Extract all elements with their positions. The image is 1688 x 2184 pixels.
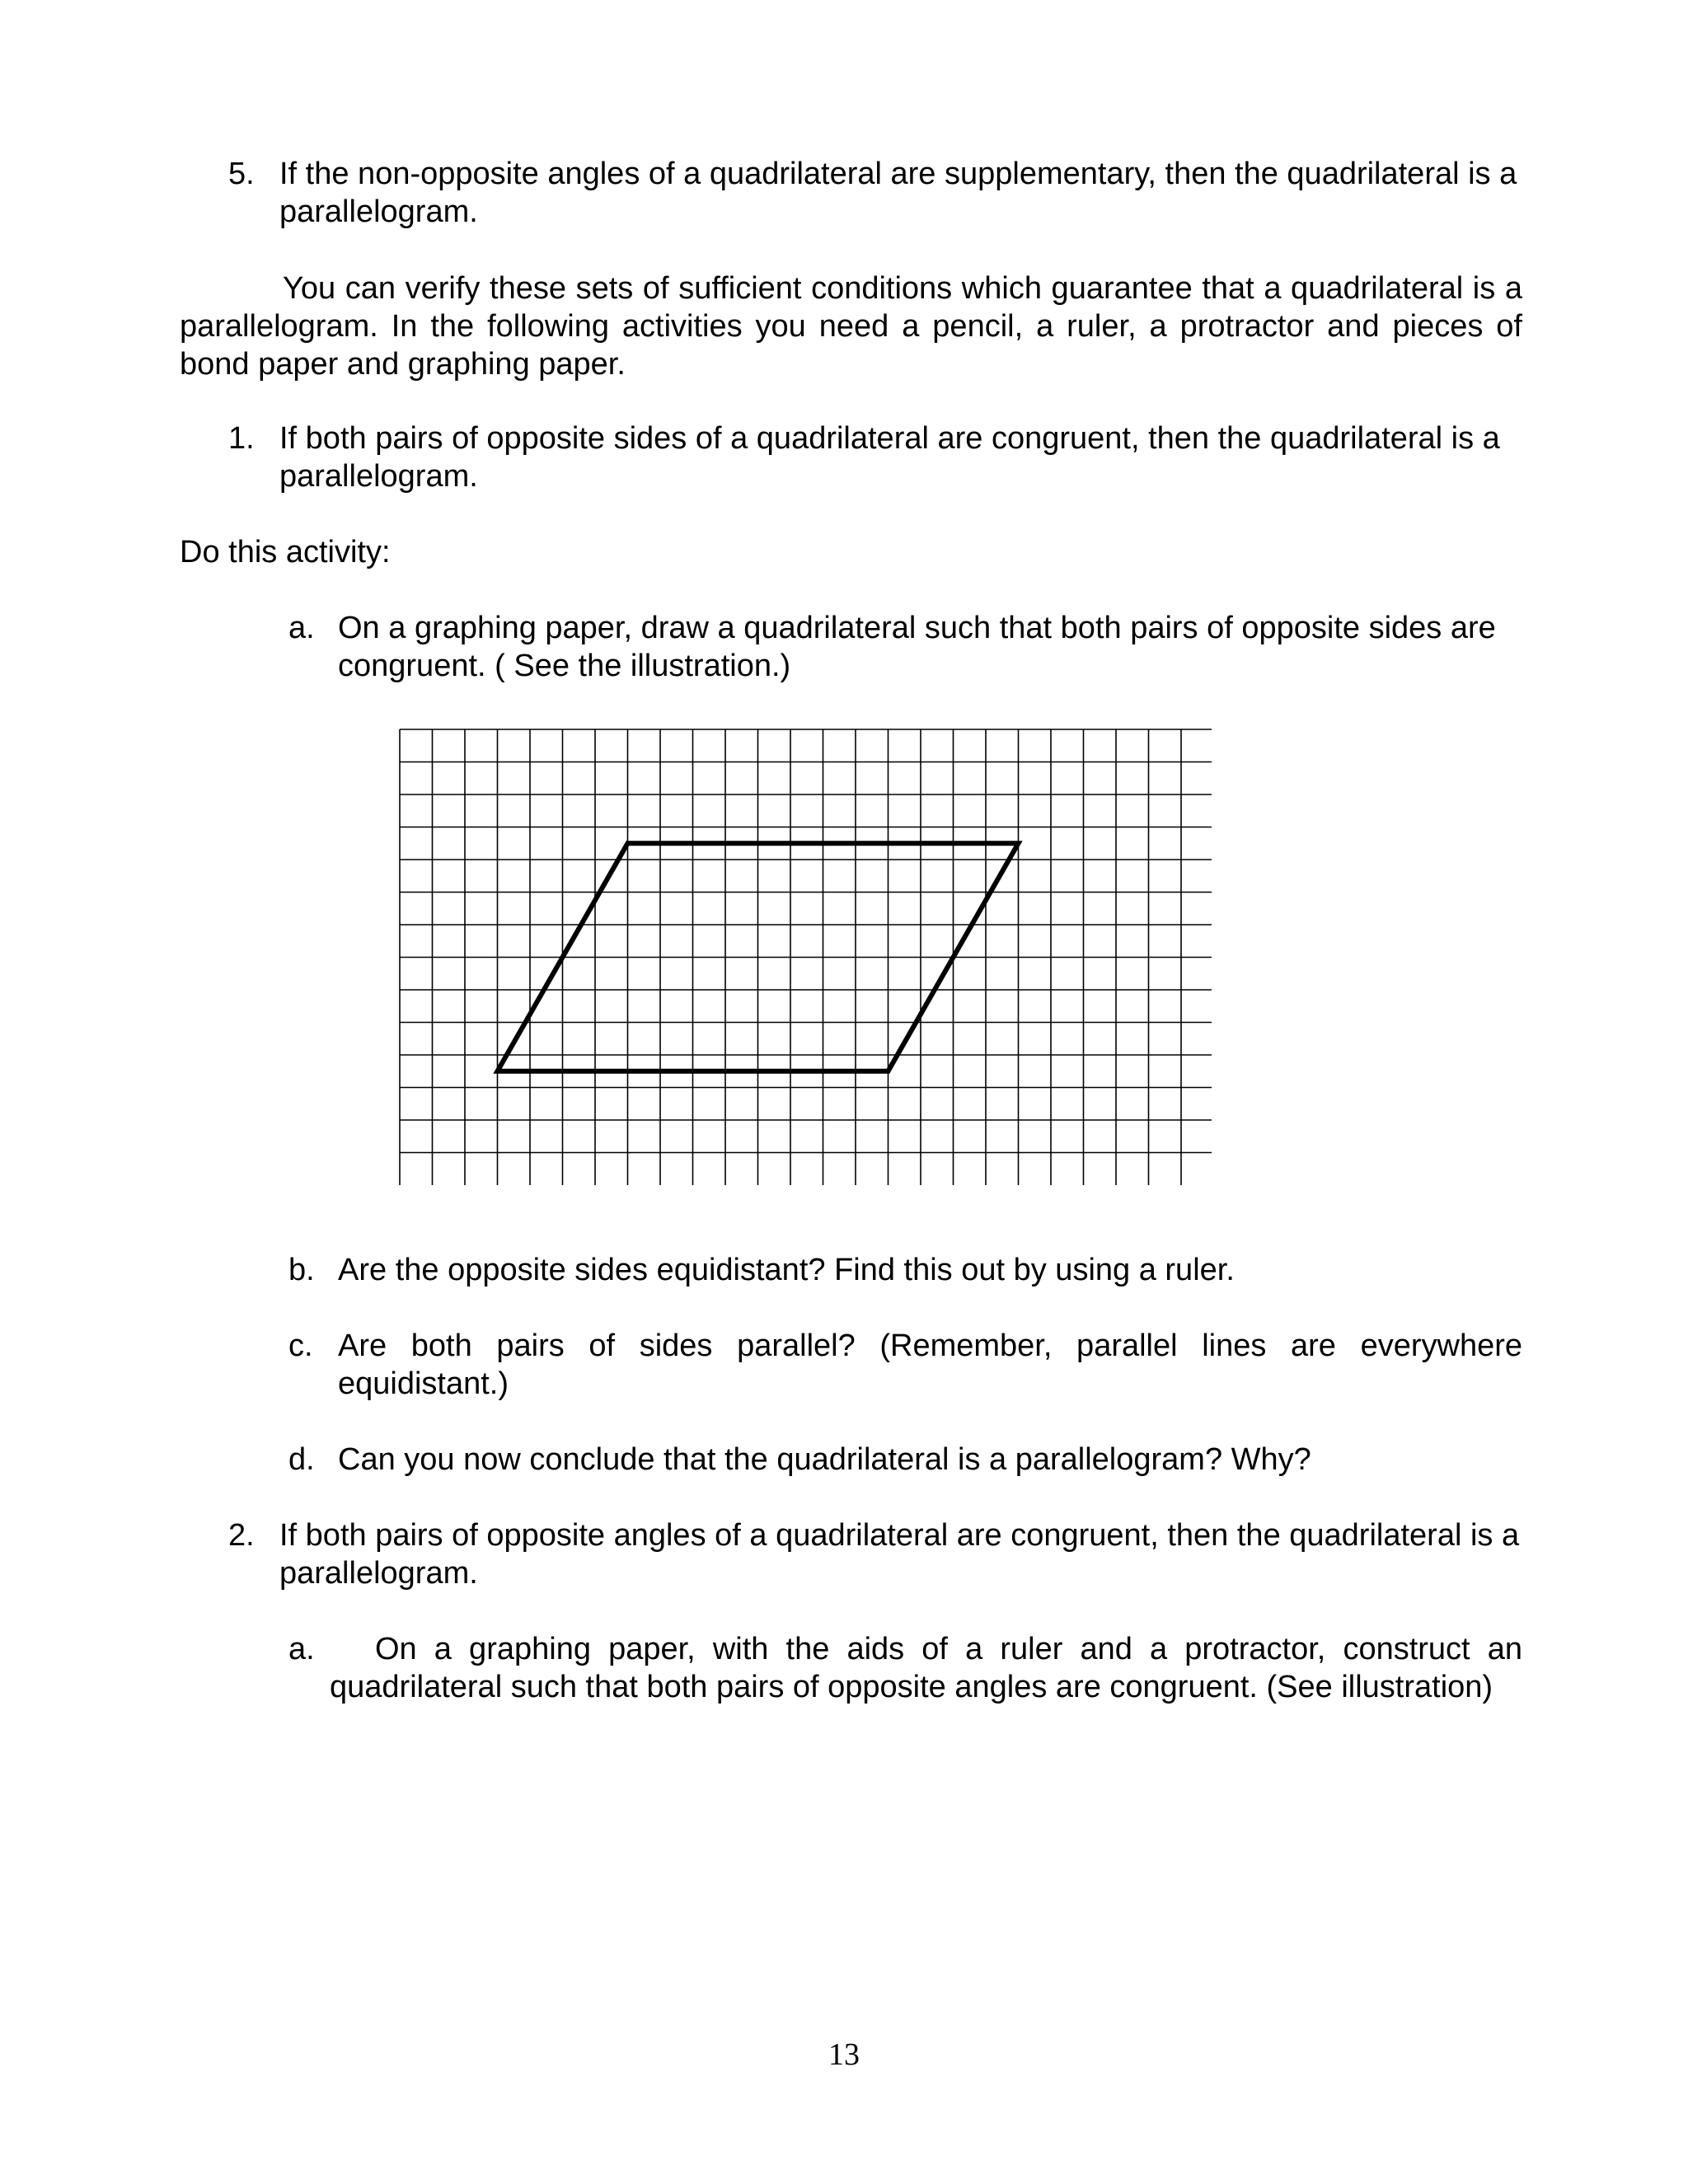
step-text: Can you now conclude that the quadrilateral is a parallelogram? Why?: [338, 1442, 1311, 1477]
step-letter: a.: [288, 1632, 315, 1666]
page-number: 13: [828, 2037, 860, 2072]
item-text: If both pairs of opposite sides of a quadrilateral are congruent, then the quadrilateral is a parallelogram.: [279, 421, 1500, 494]
intro-text: You can verify these sets of sufficient conditions which guarantee that a quadrilateral is a parallelogram. In the following activities you need a pencil, a ruler, a protractor and pieces of bond paper and graphing paper.: [180, 271, 1522, 382]
step-1b: [288, 1251, 1522, 1289]
item-2: [228, 1516, 1522, 1592]
item-number: 1.: [228, 421, 255, 456]
step-text: Are both pairs of sides parallel? (Remember, parallel lines are everywhere equidistant.): [338, 1329, 1522, 1401]
step-text: On a graphing paper, with the aids of a ruler and a protractor, construct an quadrilateral such that both pairs of opposite angles are congruent. (See illustration): [330, 1632, 1522, 1704]
step-1a: [288, 609, 1522, 685]
intro-paragraph: [180, 269, 1522, 383]
item-5: [228, 155, 1522, 231]
step-letter: c.: [288, 1329, 313, 1363]
item-text: If the non-opposite angles of a quadrilateral are supplementary, then the quadrilateral is a parallelogram.: [279, 157, 1517, 229]
item-number: 2.: [228, 1518, 255, 1553]
step-1d: [288, 1441, 1522, 1479]
parallelogram-grid-figure: [396, 725, 1212, 1203]
activity-heading: Do this activity:: [180, 535, 391, 569]
item-number: 5.: [228, 157, 255, 191]
grid-lines: [400, 729, 1212, 1185]
step-letter: d.: [288, 1442, 315, 1477]
step-letter: b.: [288, 1253, 315, 1287]
step-2a: [288, 1630, 1522, 1706]
step-text: Are the opposite sides equidistant? Find this out by using a ruler.: [338, 1253, 1235, 1287]
step-text: On a graphing paper, draw a quadrilateral such that both pairs of opposite sides are congruent. ( See the illustration.): [338, 611, 1496, 683]
item-text: If both pairs of opposite angles of a quadrilateral are congruent, then the quadrilateral is a parallelogram.: [279, 1518, 1520, 1591]
step-1c: [288, 1327, 1522, 1403]
step-letter: a.: [288, 611, 315, 645]
item-1: [228, 419, 1522, 495]
